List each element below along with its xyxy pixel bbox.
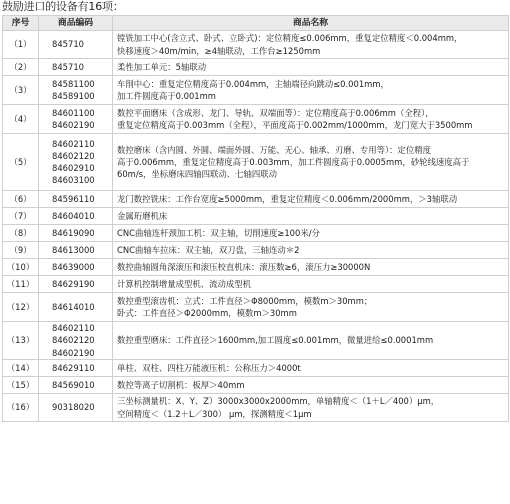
product-name-line: 柔性加工单元：5轴联动 <box>117 61 207 72</box>
row-seq: （12） <box>3 293 39 322</box>
table-row <box>3 293 509 322</box>
product-name-line: 三坐标测量机：X、Y、Z）3000x3000x2000mm，单轴精度＜（1＋L／400）μm， <box>117 396 440 407</box>
table-row <box>3 59 509 76</box>
row-seq: （15） <box>3 377 39 394</box>
row-code <box>39 377 113 394</box>
row-seq: （2） <box>3 59 39 76</box>
row-name <box>113 208 509 225</box>
commodity-code: 84602110 <box>52 138 95 149</box>
row-code <box>39 105 113 134</box>
commodity-code: 84569010 <box>52 379 95 390</box>
row-name <box>113 360 509 377</box>
table-row <box>3 76 509 105</box>
row-name <box>113 377 509 394</box>
row-code <box>39 242 113 259</box>
commodity-code: 84613000 <box>52 244 95 255</box>
commodity-code: 84619090 <box>52 227 95 238</box>
table-row <box>3 225 509 242</box>
product-name-line: CNC曲轴连杆颈加工机：双主轴，切削速度≥100米/分 <box>117 227 320 238</box>
row-seq: （3） <box>3 76 39 105</box>
row-seq: （6） <box>3 191 39 208</box>
row-seq: （1） <box>3 31 39 59</box>
row-name <box>113 322 509 360</box>
product-name-line: 数控重型磨床：工件直径＞1600mm,加工圆度≤0.001mm，微量进给≤0.0001mm <box>117 335 434 346</box>
row-seq: （16） <box>3 394 39 422</box>
commodity-code: 84596110 <box>52 193 95 204</box>
commodity-code: 845710 <box>52 61 84 72</box>
product-name-line: 单柱、双柱、四柱万能液压机：公称压力＞4000t <box>117 362 301 373</box>
table-row <box>3 208 509 225</box>
product-name-line: 镗铣加工中心(含立式、卧式、立卧式)：定位精度≤0.006mm，重复定位精度＜0.004mm， <box>117 33 463 44</box>
row-code <box>39 276 113 293</box>
row-seq: （13） <box>3 322 39 360</box>
row-name <box>113 76 509 105</box>
table-row <box>3 276 509 293</box>
commodity-code: 84601100 <box>52 107 95 118</box>
product-name-line: 龙门数控铣床：工作台宽度≥5000mm，重复定位精度＜0.006mm/2000mm，＞3轴联动 <box>117 193 458 204</box>
commodity-code: 84602190 <box>52 347 95 358</box>
commodity-code: 84589100 <box>52 91 95 101</box>
table-row <box>3 105 509 134</box>
commodity-code: 84629110 <box>52 362 95 373</box>
row-code <box>39 394 113 422</box>
row-seq: （10） <box>3 259 39 276</box>
product-name-line: 数控平面磨床（含成形、龙门、导轨、双端面等）：定位精度高于0.006mm（全程）， <box>117 107 434 118</box>
commodity-code: 84614010 <box>52 301 95 312</box>
commodity-code: 84639000 <box>52 261 95 272</box>
product-name-line: 加工件圆度高于0.001mm <box>117 91 216 101</box>
row-name <box>113 31 509 59</box>
row-seq: （11） <box>3 276 39 293</box>
header-name: 商品名称 <box>113 16 509 31</box>
table-row <box>3 134 509 191</box>
row-code <box>39 322 113 360</box>
row-name <box>113 225 509 242</box>
row-code <box>39 134 113 191</box>
row-seq: （5） <box>3 134 39 191</box>
row-code <box>39 225 113 242</box>
product-name-line: 数控重型滚齿机：立式：工件直径＞Φ8000mm，模数m＞30mm； <box>117 295 373 306</box>
row-code <box>39 360 113 377</box>
intro-text: 鼓励进口的设备有16项： <box>2 0 124 13</box>
row-code <box>39 293 113 322</box>
row-code <box>39 259 113 276</box>
table-row <box>3 394 509 422</box>
row-code <box>39 76 113 105</box>
row-name <box>113 191 509 208</box>
row-name <box>113 394 509 422</box>
product-name-line: 空间精度＜（1.2＋L／300） μm，探测精度＜1μm <box>117 408 312 419</box>
commodity-code: 84581100 <box>52 78 95 89</box>
row-seq: （9） <box>3 242 39 259</box>
table-header-row <box>3 16 509 31</box>
product-name-line: 数控磨床（含内圆、外圆、端面外圆、万能、无心、轴承、刃磨、专用等）：定位精度 <box>117 144 432 155</box>
equipment-table <box>2 15 509 422</box>
row-name <box>113 105 509 134</box>
product-name-line: 车削中心：重复定位精度高于0.004mm，主轴端径向跳动≤0.001mm， <box>117 78 389 89</box>
product-name-line: 卧式：工件直径＞Φ2000mm，模数m＞30mm <box>117 308 297 318</box>
commodity-code: 84604010 <box>52 210 95 221</box>
table-row <box>3 377 509 394</box>
header-code: 商品编码 <box>39 16 113 31</box>
row-code <box>39 31 113 59</box>
product-name-line: 快移速度＞40m/min，≥4轴联动，工作台≥1250mm <box>117 45 321 56</box>
row-name <box>113 259 509 276</box>
table-row <box>3 191 509 208</box>
product-name-line: 数控等离子切割机：板厚＞40mm <box>117 379 245 390</box>
product-name-line: 高于0.006mm，重复定位精度高于0.003mm，加工件圆度高于0.0005mm，砂轮线速度高于 <box>117 156 470 167</box>
table-row <box>3 31 509 59</box>
product-name-line: 计算机控制增量成型机、流动成型机 <box>117 278 251 289</box>
commodity-code: 84602910 <box>52 163 95 173</box>
commodity-code: 84629190 <box>52 278 95 289</box>
commodity-code: 84602110 <box>52 323 95 334</box>
row-seq: （14） <box>3 360 39 377</box>
row-code <box>39 208 113 225</box>
row-name <box>113 242 509 259</box>
commodity-code: 90318020 <box>52 402 95 413</box>
product-name-line: 60m/s，坐标磨床四轴四联动、七轴四联动 <box>117 169 277 180</box>
row-seq: （4） <box>3 105 39 134</box>
commodity-code: 845710 <box>52 39 84 50</box>
table-row <box>3 259 509 276</box>
product-name-line: 重复定位精度高于0.003mm（全程），平面度高于0.002mm/1000mm，龙门宽大于3500mm <box>117 120 473 130</box>
commodity-code: 84602190 <box>52 120 95 130</box>
table-row <box>3 322 509 360</box>
row-name <box>113 276 509 293</box>
header-seq: 序号 <box>3 16 39 31</box>
row-name <box>113 134 509 191</box>
product-name-line: 金属珩磨机床 <box>117 210 168 221</box>
commodity-code: 84602120 <box>52 335 95 346</box>
commodity-code: 84603100 <box>52 175 95 186</box>
product-name-line: 数控曲轴圆角深滚压和滚压校直机床：滚压数≥6，滚压力≥30000N <box>117 261 371 272</box>
row-seq: （7） <box>3 208 39 225</box>
table-row <box>3 242 509 259</box>
product-name-line: CNC曲轴车拉床：双主轴，双刀盘，三轴连动＊2 <box>117 244 300 255</box>
row-code <box>39 191 113 208</box>
table-row <box>3 360 509 377</box>
row-name <box>113 293 509 322</box>
commodity-code: 84602120 <box>52 150 95 161</box>
row-seq: （8） <box>3 225 39 242</box>
table-body <box>3 31 509 422</box>
row-name <box>113 59 509 76</box>
row-code <box>39 59 113 76</box>
